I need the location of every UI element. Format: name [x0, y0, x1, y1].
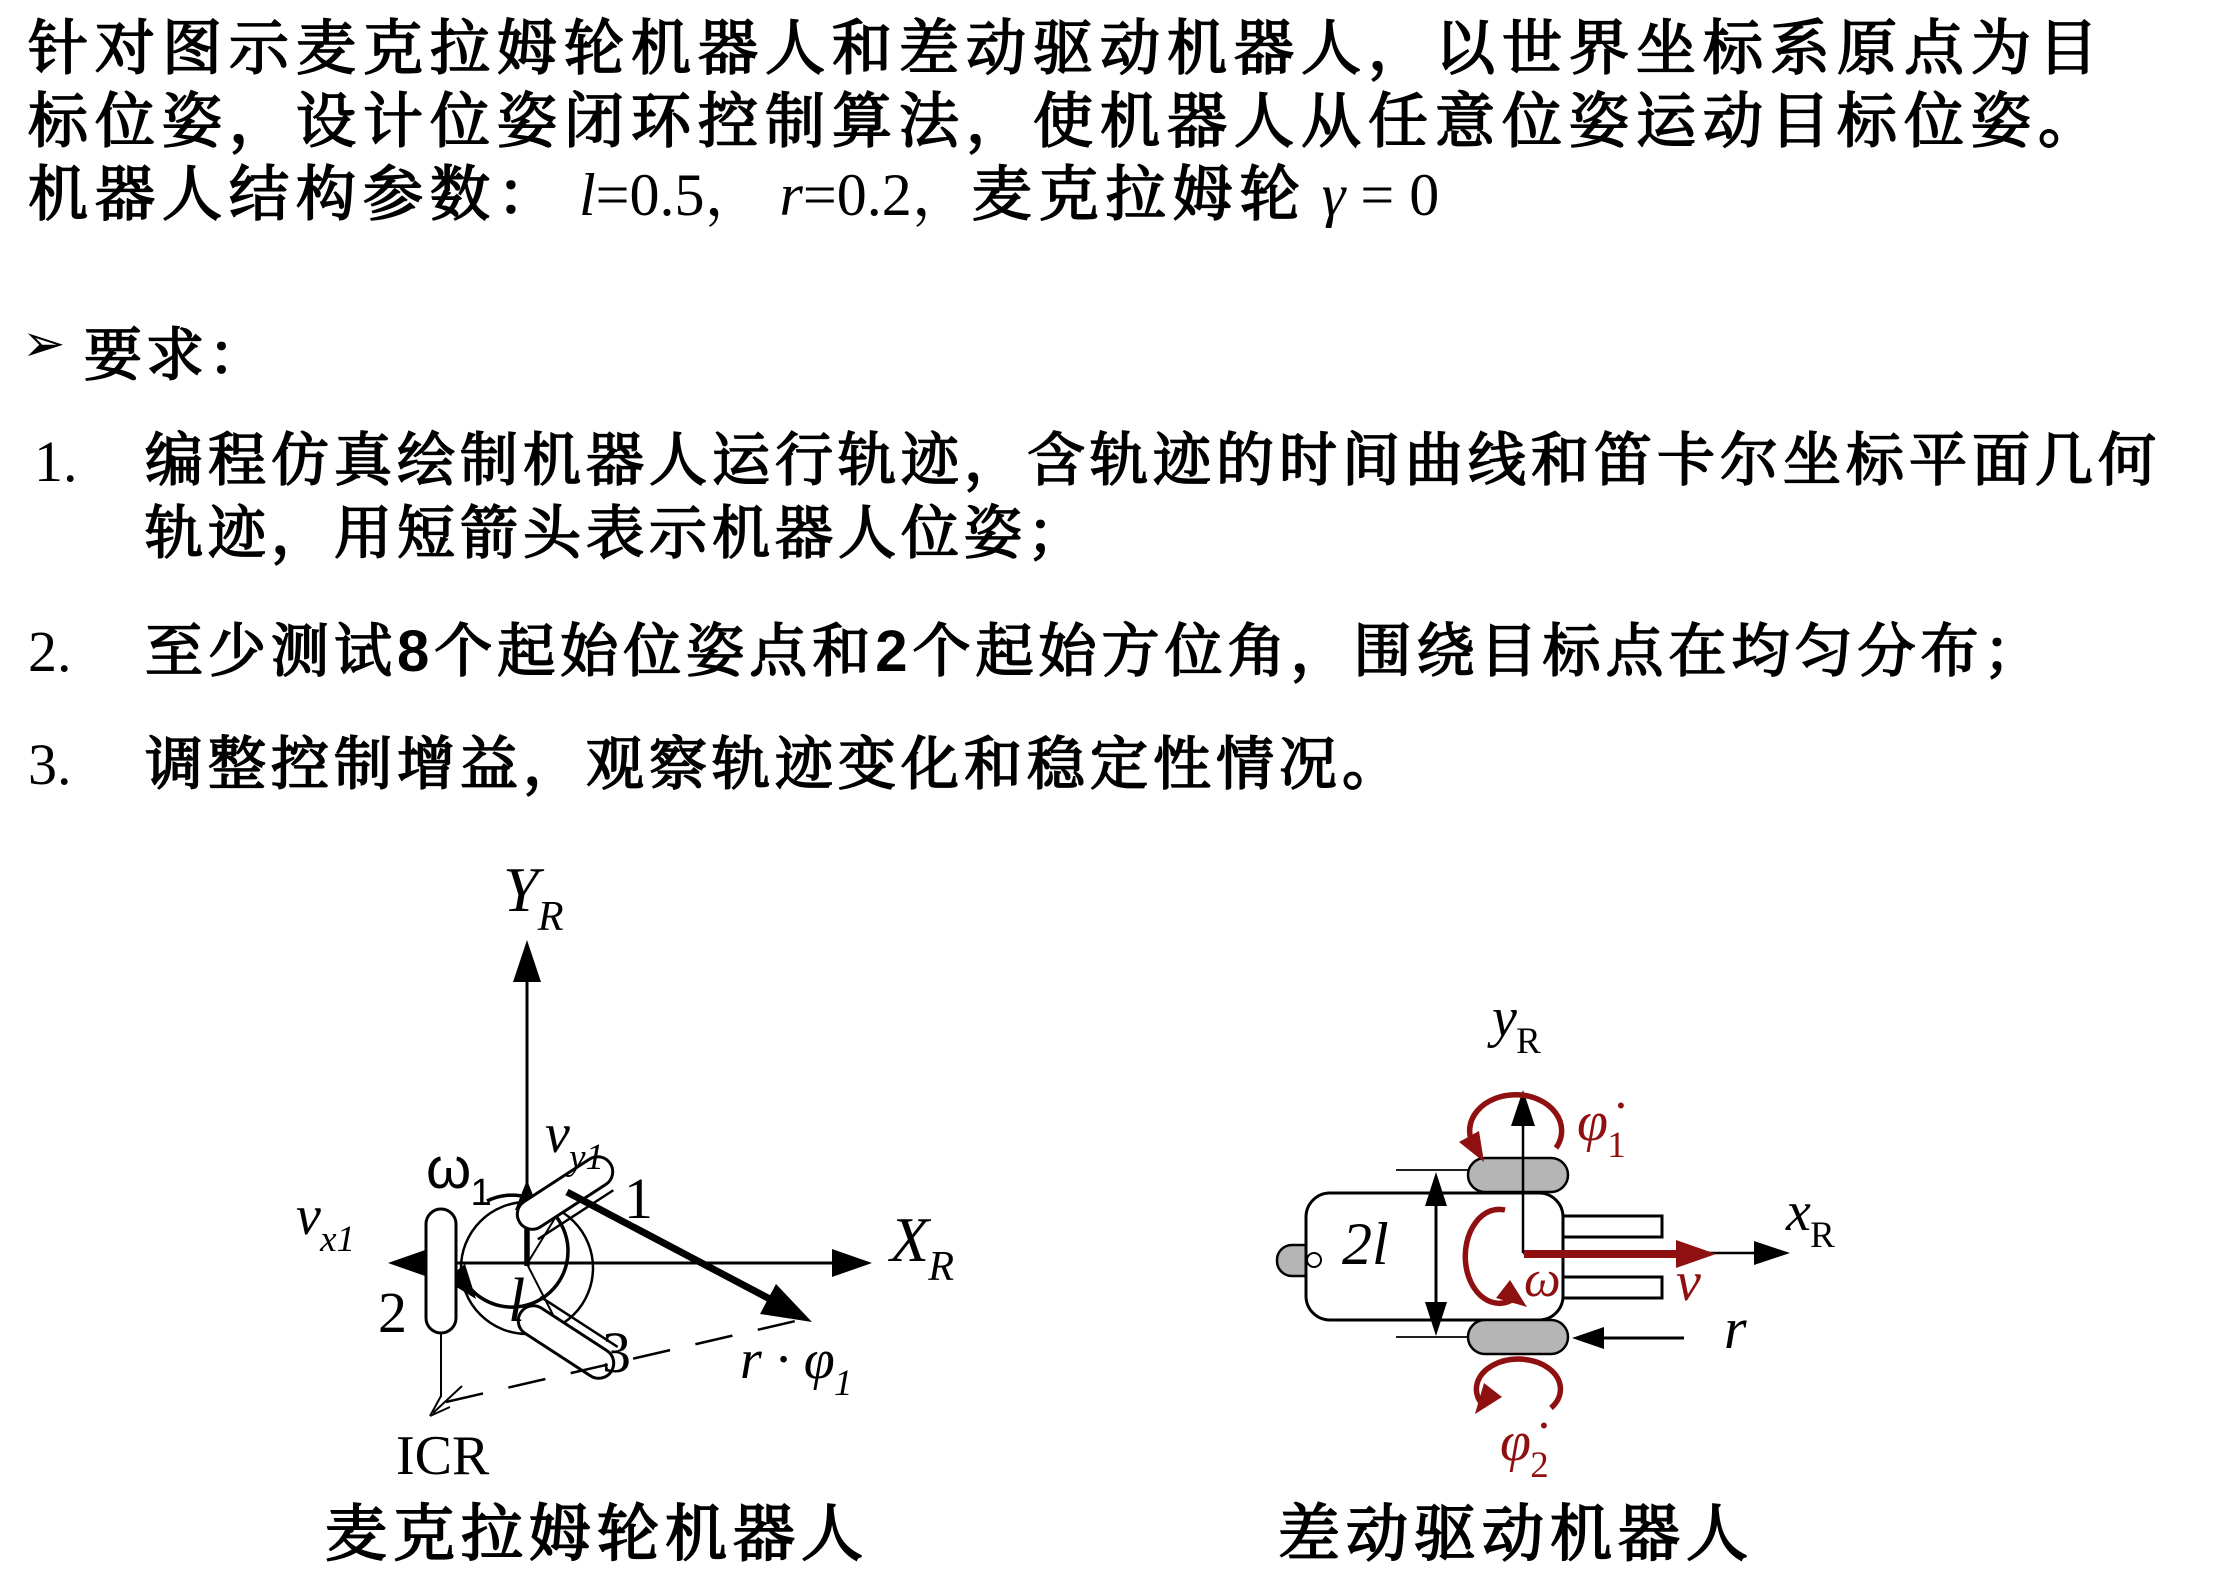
diff-caption: 差动驱动机器人 [1277, 1500, 1755, 1569]
label-diff-yr: $y_R$ [1492, 987, 1541, 1061]
fork-top [1563, 1216, 1662, 1237]
label-r: r [1724, 1296, 1747, 1361]
label-mecanum-yr: $Y_R$ [503, 854, 564, 940]
mecanum-x-arrowhead-icon [832, 1249, 872, 1277]
r-arrowhead-icon [1572, 1327, 1604, 1349]
label-phi2-dot: $\varphi̇_2$ [1500, 1411, 1549, 1485]
label-vy1: $v_{y1}$ [545, 1103, 605, 1177]
label-vx1: $v_{x1}$ [296, 1185, 356, 1259]
rphi1-arrow [567, 1192, 785, 1307]
label-omega: ω [1524, 1251, 1561, 1308]
requirements-bullet-icon: ➢ [22, 315, 66, 373]
drive-wheel-top [1468, 1158, 1568, 1192]
mecanum-caption: 麦克拉姆轮机器人 [324, 1500, 870, 1569]
label-wheel-2: 2 [378, 1280, 407, 1345]
label-l: l [508, 1267, 526, 1335]
label-icr: ICR [396, 1425, 490, 1487]
wheel2 [426, 1209, 456, 1333]
intro-line-3: 机器人结构参数： l=0.5， r=0.2，麦克拉姆轮 γ = 0 [28, 161, 1440, 228]
req-item-3-number: 3. [28, 732, 72, 797]
label-v: v [1676, 1251, 1701, 1313]
req-item-1-text: 编程仿真绘制机器人运行轨迹，含轨迹的时间曲线和笛卡尔坐标平面几何轨迹，用短箭头表示机器人位姿； [145, 428, 2162, 566]
label-omega1: $\omega_1$ [426, 1136, 492, 1215]
req-item-2-text: 至少测试8个起始位姿点和2个起始方位角，围绕目标点在均匀分布； [145, 619, 2047, 684]
requirements-title: 要求： [84, 323, 271, 388]
intro-line-2: 标位姿，设计位姿闭环控制算法，使机器人从任意位姿运动目标位姿。 [28, 88, 2105, 155]
label-mecanum-xr: $X_R$ [890, 1204, 955, 1290]
label-wheel-1: 1 [624, 1166, 653, 1231]
label-phi1-dot: $\varphi̇_1$ [1577, 1091, 1626, 1165]
fork-bottom [1563, 1277, 1662, 1298]
label-wheel-3: 3 [602, 1320, 631, 1385]
label-r-phi1: $r \cdot \varphi_1$ [740, 1329, 853, 1403]
vx1-arrowhead-icon [388, 1249, 428, 1277]
caster-pivot [1307, 1253, 1321, 1267]
label-diff-xr: $x_R$ [1786, 1181, 1835, 1255]
drive-wheel-bottom [1468, 1320, 1568, 1354]
diff-x-arrowhead-icon [1754, 1241, 1790, 1265]
req-item-3-text: 调整控制增益，观察轨迹变化和稳定性情况。 [145, 732, 1406, 797]
dim-2l-arrowhead-top-icon [1425, 1172, 1447, 1206]
rphi1-arrowhead-icon [760, 1284, 812, 1322]
req-item-2-number: 2. [28, 619, 72, 684]
label-2l: 2l [1342, 1211, 1389, 1277]
phi1-arrowhead-icon [1459, 1131, 1484, 1162]
req-item-1-number: 1. [34, 429, 78, 494]
mecanum-y-arrowhead-icon [513, 940, 541, 982]
intro-line-1: 针对图示麦克拉姆轮机器人和差动驱动机器人，以世界坐标系原点为目 [28, 15, 2105, 82]
